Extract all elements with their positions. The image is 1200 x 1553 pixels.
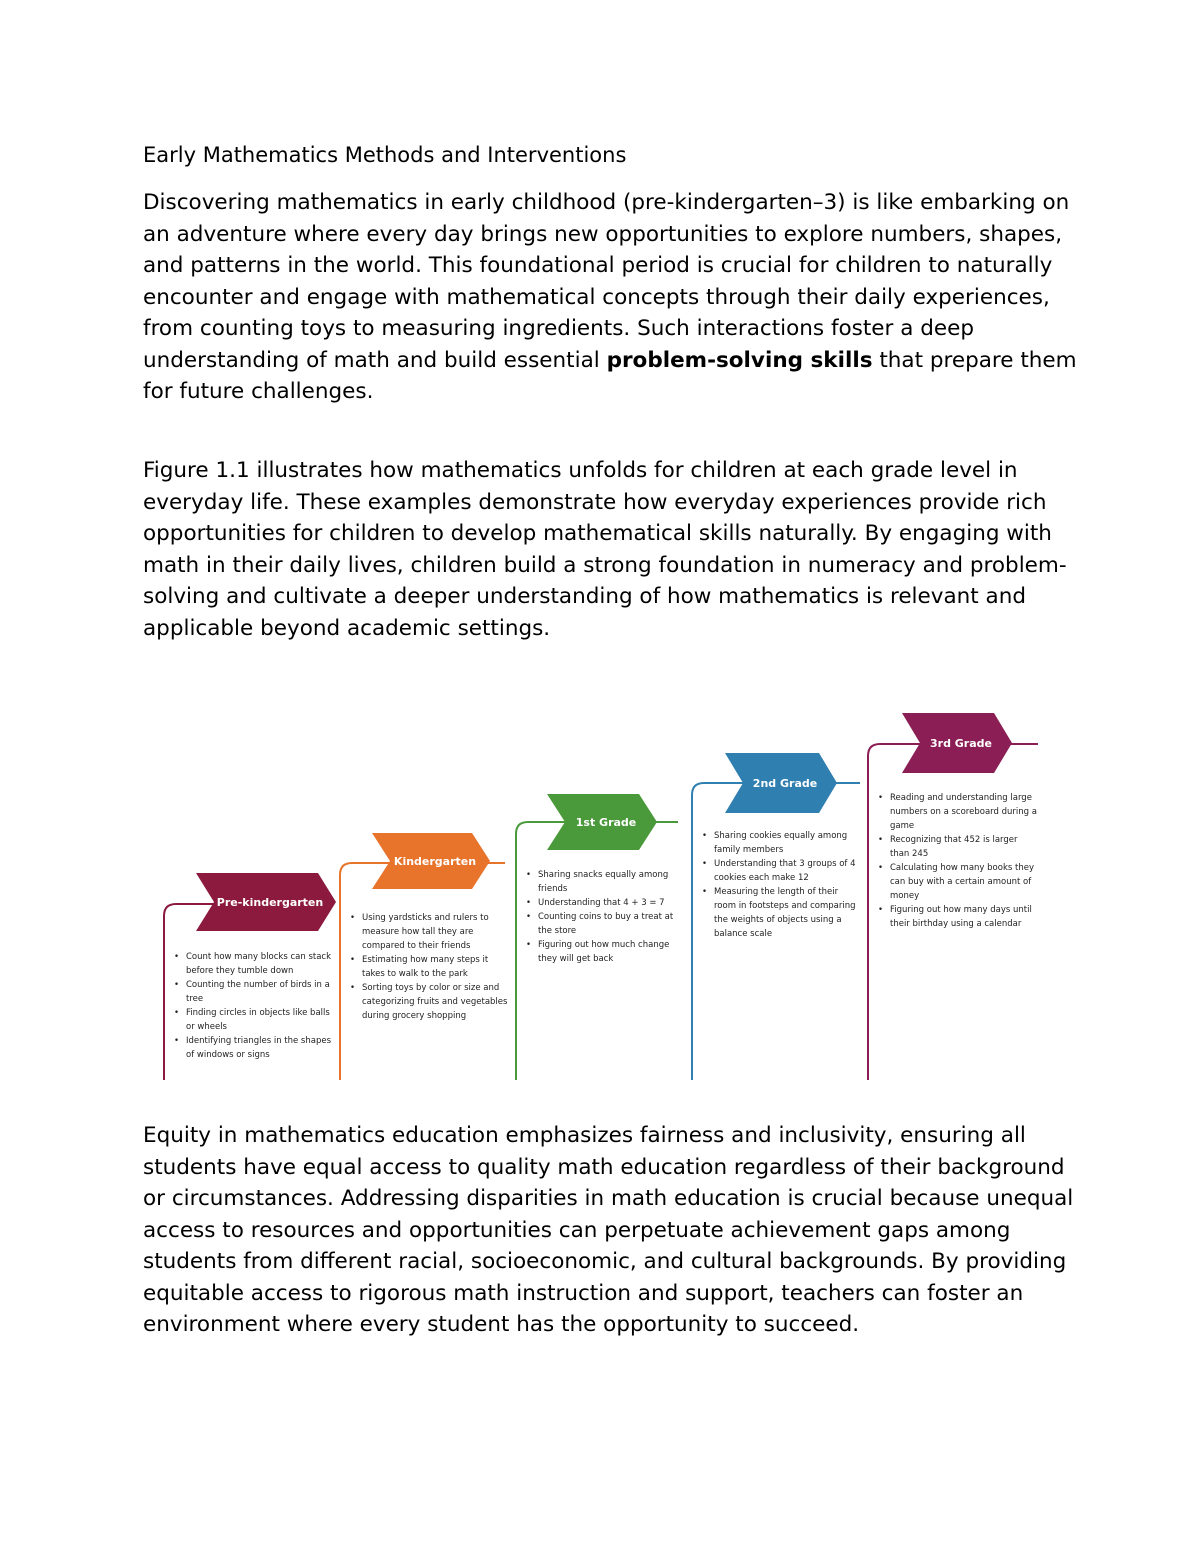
list-item: • Recognizing that 452 is larger than 245: [878, 833, 1038, 861]
figure-description-paragraph: Figure 1.1 illustrates how mathematics unfolds for children at each grade level in everyday life. These examples demonstrate how everyday experiences provide rich opportunities for children to develop mathematical skills naturally. By engaging with math in their daily lives, children build a strong foundation in numeracy and problem-solving and cultivate a deeper understanding of how mathematics is relevant and applicable beyond academic settings.: [143, 458, 1067, 641]
list-item: • Counting coins to buy a treat at the store: [526, 910, 686, 938]
list-item: • Sorting toys by color or size and categorizing fruits and vegetables during grocery shopping: [350, 981, 510, 1023]
list-item: • Estimating how many steps it takes to walk to the park: [350, 953, 510, 981]
stage-label: Pre-kindergarten: [216, 896, 324, 909]
equity-paragraph: Equity in mathematics education emphasizes fairness and inclusivity, ensuring all students have equal access to quality math education regardless of their background or circumstances. Addressing disparities in math education is crucial because unequal access to resources and opportunities can perpetuate achievement gaps among students from different racial, socioeconomic, and cultural backgrounds. By providing equitable access to rigorous math instruction and support, teachers can foster an environment where every student has the opportunity to succeed.: [143, 1123, 1074, 1337]
list-item: • Identifying triangles in the shapes of windows or signs: [174, 1034, 334, 1062]
stage-list-pre-kindergarten: [174, 950, 334, 1062]
document-title: Early Mathematics Methods and Interventions: [143, 143, 627, 167]
intro-text-end: that prepare them for future challenges.: [143, 347, 1077, 404]
list-item: • Counting the number of birds in a tree: [174, 978, 334, 1006]
list-item: • Figuring out how many days until their birthday using a calendar: [878, 903, 1038, 931]
list-item: • Sharing cookies equally among family members: [702, 829, 862, 857]
list-item: • Understanding that 4 + 3 = 7: [526, 896, 686, 910]
list-item: • Count how many blocks can stack before they tumble down: [174, 950, 334, 978]
list-item: • Finding circles in objects like balls or wheels: [174, 1006, 334, 1034]
intro-text-start: Discovering mathematics in early childhood (pre-kindergarten–3) is like embarking on an adventure where every day brings new opportunities to explore numbers, shapes, and patterns in the world. This foundational period is crucial for children to naturally encounter and engage with mathematical concepts through their daily experiences, from counting toys to measuring ingredients. Such interactions foster a deep understanding of math and build essential: [143, 190, 1070, 373]
stage-label: Kindergarten: [393, 855, 477, 868]
stage-label: 3rd Grade: [930, 737, 992, 750]
list-item: • Reading and understanding large numbers on a scoreboard during a game: [878, 791, 1038, 833]
stage-list-kindergarten: [350, 911, 510, 1023]
list-item: • Understanding that 3 groups of 4 cookies each make 12: [702, 857, 862, 885]
list-item: • Sharing snacks equally among friends: [526, 868, 686, 896]
intro-paragraph: [143, 187, 1078, 408]
list-item: • Using yardsticks and rulers to measure how tall they are compared to their friends: [350, 911, 510, 953]
list-item: • Figuring out how much change they will get back: [526, 938, 686, 966]
stage-list-2nd-grade: [702, 829, 862, 941]
grade-progression-figure: [160, 708, 1040, 1083]
stage-list-1st-grade: [526, 868, 686, 966]
stage-label: 2nd Grade: [752, 777, 818, 790]
stage-label: 1st Grade: [575, 816, 637, 829]
list-item: • Calculating how many books they can buy with a certain amount of money: [878, 861, 1038, 903]
bold-phrase: problem-solving skills: [606, 347, 873, 373]
stage-list-3rd-grade: [878, 791, 1038, 931]
list-item: • Measuring the length of their room in footsteps and comparing the weights of objects using a balance scale: [702, 885, 862, 941]
